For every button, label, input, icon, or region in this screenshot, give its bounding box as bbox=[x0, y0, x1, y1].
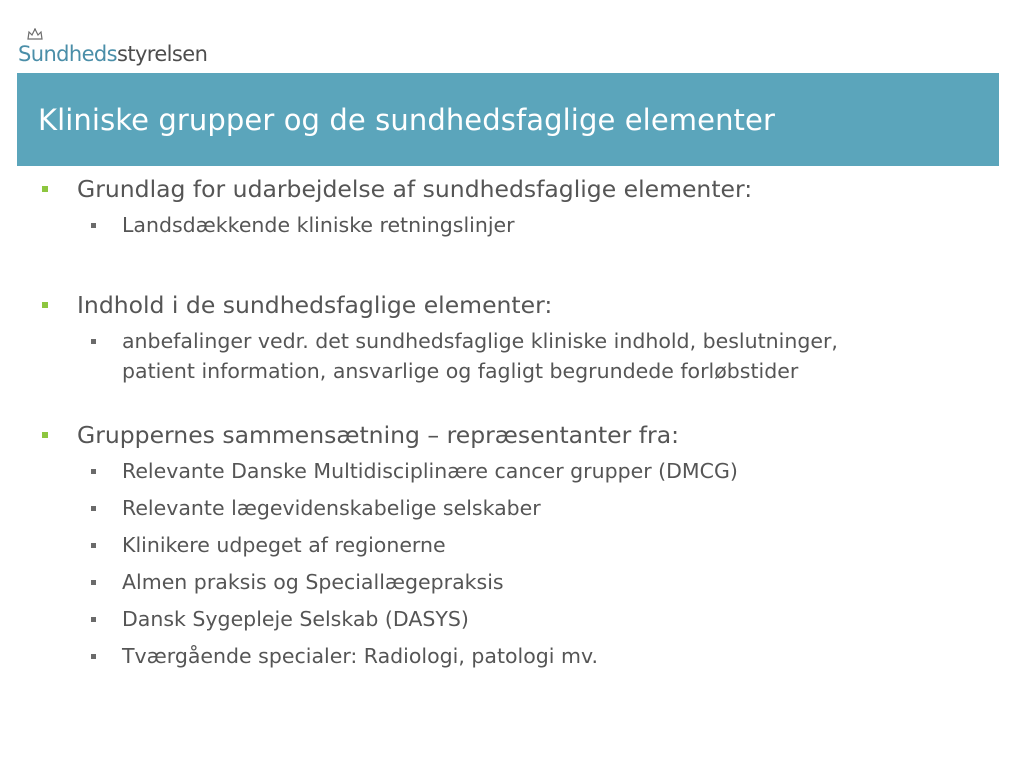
bullet-item: Tværgående specialer: Radiologi, patologi mv. bbox=[122, 641, 902, 671]
bullet-item: Almen praksis og Speciallægepraksis bbox=[122, 567, 902, 597]
bullet-item: Dansk Sygepleje Selskab (DASYS) bbox=[122, 604, 902, 634]
slide-content bbox=[0, 172, 1024, 671]
bullet-item: anbefalinger vedr. det sundhedsfaglige kliniske indhold, beslutninger, patient information, ansvarlige og fagligt begrundede forløbstider bbox=[122, 326, 902, 386]
crown-icon bbox=[27, 28, 43, 40]
bullet-item: Landsdækkende kliniske retningslinjer bbox=[122, 210, 902, 240]
logo-text-styrelsen: styrelsen bbox=[116, 42, 208, 66]
logo bbox=[18, 30, 207, 66]
slide-title: Kliniske grupper og de sundhedsfaglige elementer bbox=[38, 102, 775, 137]
bullet-heading: Grundlag for udarbejdelse af sundhedsfaglige elementer: bbox=[77, 172, 1024, 206]
bullet-item: Relevante lægevidenskabelige selskaber bbox=[122, 493, 902, 523]
title-bar bbox=[17, 73, 999, 166]
logo-text-sundheds: Sundheds bbox=[18, 42, 117, 66]
bullet-item: Klinikere udpeget af regionerne bbox=[122, 530, 902, 560]
bullet-heading: Gruppernes sammensætning – repræsentanter fra: bbox=[77, 418, 1024, 452]
bullet-heading: Indhold i de sundhedsfaglige elementer: bbox=[77, 288, 1024, 322]
bullet-item: Relevante Danske Multidisciplinære cancer grupper (DMCG) bbox=[122, 456, 902, 486]
